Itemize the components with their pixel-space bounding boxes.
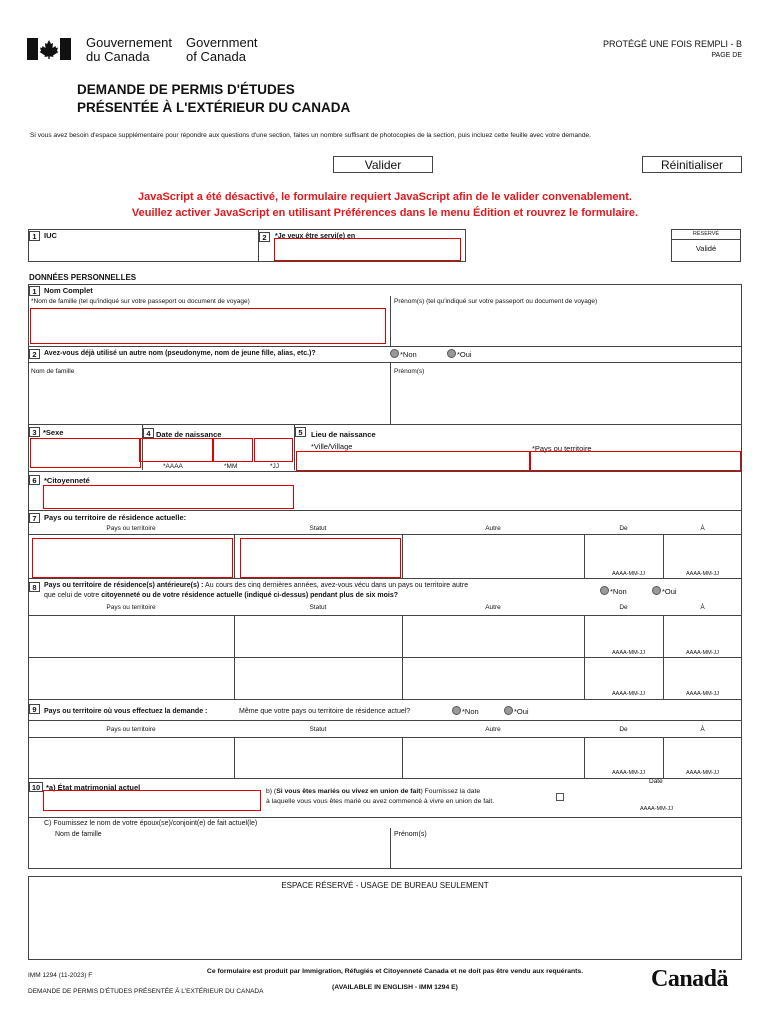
sex-select[interactable] <box>30 438 141 468</box>
js-warning-line2: Veuillez activer JavaScript en utilisant Préférences dans le menu Édition et rouvrez le formulaire. <box>131 207 639 219</box>
current-status-select[interactable] <box>240 538 401 578</box>
other-name-no-radio[interactable] <box>390 349 399 358</box>
previous-residence-label: Pays ou territoire de résidence(s) antérieure(s) : <box>44 582 204 589</box>
protected-label: PROTÉGÉ UNE FOIS REMPLI - B <box>602 39 742 49</box>
citizenship-select[interactable] <box>43 485 294 509</box>
marriage-date-text: ) Fournissez la date <box>420 788 481 795</box>
sex-label: *Sexe <box>43 428 64 437</box>
divider <box>402 534 403 578</box>
divider <box>28 657 742 658</box>
application-country-no-radio[interactable] <box>452 706 461 715</box>
previous-residence-no-radio[interactable] <box>600 586 609 595</box>
marriage-date-hint: AAAA-MM-JJ <box>640 806 673 812</box>
spouse-name-label: C) Fournissez le nom de votre époux(se)/conjoint(e) de fait actuel(le) <box>44 820 258 827</box>
form-code: IMM 1294 (11-2023) F <box>28 972 93 979</box>
application-country-yes-radio[interactable] <box>504 706 513 715</box>
validate-button[interactable]: Valider <box>333 156 433 173</box>
dob-label: Date de naissance <box>156 430 222 439</box>
marriage-date-label: Date <box>649 778 663 785</box>
col-from: De <box>619 604 628 611</box>
spouse-given-names-label: Prénom(s) <box>394 831 427 838</box>
col-status: Statut <box>309 726 327 733</box>
col-other: Autre <box>485 604 501 611</box>
from-date-hint: AAAA-MM-JJ <box>612 691 645 697</box>
previous-residence-emphasis: citoyenneté ou de votre résidence actuelle (indiqué ci-dessus) pendant plus de six mois? <box>101 592 398 599</box>
divider <box>234 737 235 778</box>
divider <box>402 737 403 778</box>
js-warning-line1: JavaScript a été désactivé, le formulaire requiert JavaScript afin de le valider convenablement. <box>138 191 632 203</box>
divider <box>390 362 391 424</box>
office-use-label: ESPACE RÉSERVÉ - USAGE DE BUREAU SEULEMENT <box>281 881 489 890</box>
form-title-line2: PRÉSENTÉE À L'EXTÉRIEUR DU CANADA <box>77 100 351 115</box>
section-number: 7 <box>29 513 40 523</box>
other-name-no-label: *Non <box>400 350 417 359</box>
to-date-hint: AAAA-MM-JJ <box>686 571 719 577</box>
gov-en-line2: of Canada <box>186 49 246 64</box>
birth-country-select[interactable] <box>530 451 741 471</box>
birth-city-label: *Ville/Village <box>311 442 353 451</box>
col-status: Statut <box>309 525 327 532</box>
instruction-text: Si vous avez besoin d'espace supplémentaire pour répondre aux questions d'une section, faites un nombre suffisant de photocopies de la section, puis incluez cette feuille avec votre demande. <box>30 132 592 139</box>
col-country: Pays ou territoire <box>106 525 156 532</box>
application-country-label: Pays ou territoire où vous effectuez la demande : <box>44 708 208 715</box>
section-number: 5 <box>295 427 306 437</box>
divider <box>671 239 741 240</box>
full-name-label: Nom Complet <box>44 286 93 295</box>
application-country-no-label: *Non <box>462 707 479 716</box>
divider <box>28 817 742 818</box>
citizenship-label: *Citoyenneté <box>44 476 90 485</box>
previous-residence-question-line1 <box>44 582 468 589</box>
application-country-question: Même que votre pays ou territoire de résidence actuel? <box>239 708 411 715</box>
divider <box>28 362 742 363</box>
section-number: 9 <box>29 704 40 714</box>
previous-residence-question-line2 <box>44 592 398 599</box>
current-residence-label: Pays ou territoire de résidence actuelle: <box>44 513 187 522</box>
from-date-hint: AAAA-MM-JJ <box>612 770 645 776</box>
gov-en-line1: Government <box>186 35 258 50</box>
previous-residence-text: que celui de votre <box>44 592 102 599</box>
divider <box>28 346 742 347</box>
divider <box>28 471 742 472</box>
divider <box>663 737 664 778</box>
form-title-line1: DEMANDE DE PERMIS D'ÉTUDES <box>77 82 295 97</box>
divider <box>28 534 742 535</box>
divider <box>663 534 664 578</box>
marital-status-label: *a) État matrimonial actuel <box>46 783 141 792</box>
previous-residence-yes-radio[interactable] <box>652 586 661 595</box>
other-given-names-label: Prénom(s) <box>394 368 425 375</box>
to-date-hint: AAAA-MM-JJ <box>686 691 719 697</box>
birth-city-input[interactable] <box>296 451 530 471</box>
other-name-yes-label: *Oui <box>457 350 472 359</box>
divider <box>28 778 742 779</box>
section-number: 10 <box>29 782 43 792</box>
other-name-yes-radio[interactable] <box>447 349 456 358</box>
section-number: 1 <box>29 286 40 296</box>
col-from: De <box>619 726 628 733</box>
previous-residence-text: Au cours des cinq dernières années, avez-vous vécu dans un pays ou territoire autre <box>203 582 469 589</box>
marital-status-select[interactable] <box>43 790 261 811</box>
divider <box>28 424 742 425</box>
dob-month-input[interactable] <box>213 438 253 462</box>
divider <box>584 534 585 578</box>
uci-label: IUC <box>44 231 57 240</box>
divider <box>28 510 742 511</box>
divider <box>390 828 391 869</box>
canada-flag-icon <box>27 38 71 60</box>
family-name-input[interactable] <box>30 308 386 344</box>
dob-year-hint: *AAAA <box>163 463 183 470</box>
to-date-hint: AAAA-MM-JJ <box>686 650 719 656</box>
section-number: 3 <box>29 427 40 437</box>
gov-fr-line2: du Canada <box>86 49 150 64</box>
dob-month-hint: *MM <box>224 463 238 470</box>
spouse-family-name-label: Nom de famille <box>55 831 102 838</box>
marriage-date-text: b) ( <box>266 788 277 795</box>
section-number: 8 <box>29 582 40 592</box>
section-number: 2 <box>29 349 40 359</box>
divider <box>28 578 742 579</box>
produced-by-text: Ce formulaire est produit par Immigration, Réfugiés et Citoyenneté Canada et ne doit pas être vendu aux requérants. <box>206 968 584 975</box>
divider <box>390 296 391 346</box>
canada-wordmark: Canadä <box>651 966 729 992</box>
section-number: 6 <box>29 475 40 485</box>
from-date-hint: AAAA-MM-JJ <box>612 650 645 656</box>
form-footer-title: DEMANDE DE PERMIS D'ÉTUDES PRÉSENTÉE À L'EXTÉRIEUR DU CANADA <box>28 988 264 995</box>
divider <box>28 720 742 721</box>
other-family-name-label: Nom de famille <box>31 368 75 375</box>
section-number: 4 <box>143 428 154 438</box>
col-status: Statut <box>309 604 327 611</box>
col-other: Autre <box>485 726 501 733</box>
col-other: Autre <box>485 525 501 532</box>
service-language-label: *Je veux être servi(e) en <box>275 233 356 240</box>
birth-country-label: *Pays ou territoire <box>532 444 592 453</box>
col-from: De <box>619 525 628 532</box>
reserved-label: RÉSERVÉ <box>692 231 720 237</box>
previous-residence-no-label: *Non <box>610 587 627 596</box>
birthplace-label: Lieu de naissance <box>311 430 376 439</box>
marriage-date-emphasis: Si vous êtes mariés ou vivez en union de fait <box>276 788 421 795</box>
given-names-label: Prénom(s) (tel qu'indiqué sur votre passeport ou document de voyage) <box>394 298 598 305</box>
divider <box>234 534 235 578</box>
personal-data-heading: DONNÉES PERSONNELLES <box>29 273 137 282</box>
other-name-question: Avez-vous déjà utilisé un autre nom (pseudonyme, nom de jeune fille, alias, etc.)? <box>44 350 316 357</box>
col-to: À <box>700 525 705 532</box>
current-country-select[interactable] <box>32 538 233 578</box>
col-to: À <box>700 604 705 611</box>
reserved-value: Validé <box>695 244 717 253</box>
marriage-date-question-line2: à laquelle vous vous êtes marié ou avez commencé à vivre en union de fait. <box>266 798 495 805</box>
divider <box>584 737 585 778</box>
divider <box>28 615 742 616</box>
section-number: 2 <box>259 232 270 242</box>
divider <box>28 737 742 738</box>
divider <box>28 699 742 700</box>
to-date-hint: AAAA-MM-JJ <box>686 770 719 776</box>
reset-button[interactable]: Réinitialiser <box>642 156 742 173</box>
page-label: PAGE DE <box>711 52 742 59</box>
dob-day-input[interactable] <box>254 438 293 462</box>
marriage-date-question-line1 <box>266 788 480 795</box>
available-english-text: (AVAILABLE IN ENGLISH - IMM 1294 E) <box>332 984 458 991</box>
previous-residence-yes-label: *Oui <box>662 587 677 596</box>
family-name-label: *Nom de famille (tel qu'indiqué sur votre passeport ou document de voyage) <box>31 298 250 305</box>
gov-fr-line1: Gouvernement <box>86 35 172 50</box>
col-country: Pays ou territoire <box>106 604 156 611</box>
col-country: Pays ou territoire <box>106 726 156 733</box>
section-number: 1 <box>29 231 40 241</box>
dob-year-input[interactable] <box>139 438 213 462</box>
from-date-hint: AAAA-MM-JJ <box>612 571 645 577</box>
dob-day-hint: *JJ <box>270 463 280 470</box>
col-to: À <box>700 726 705 733</box>
service-language-select[interactable] <box>274 238 461 261</box>
application-country-yes-label: *Oui <box>514 707 529 716</box>
marriage-date-checkbox[interactable] <box>556 793 564 801</box>
